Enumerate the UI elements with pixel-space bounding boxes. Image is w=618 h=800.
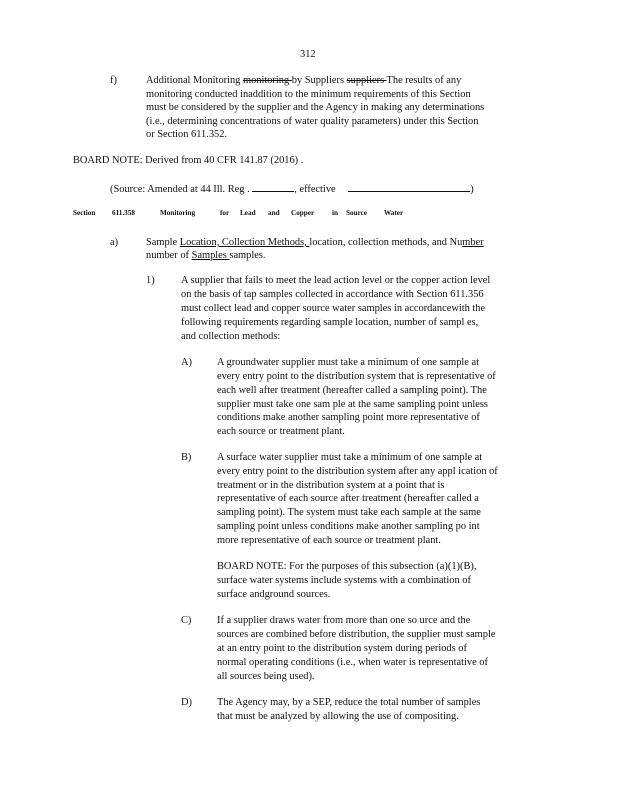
inserted-text: Location, Collection Methods, [179, 237, 310, 248]
board-note-b-line: surface andground sources. [217, 589, 331, 600]
para-1-line: and collection methods: [181, 331, 281, 342]
section-label: Section [73, 209, 96, 217]
para-1-line: on the basis of tap samples collected in accordance with Section 611.356 [181, 289, 484, 300]
para-a-text: location, collection methods, and Nu [309, 237, 463, 248]
para-C-line: all sources being used). [217, 671, 315, 682]
para-f-text: The results of any [386, 75, 462, 86]
section-title-word: Lead [240, 209, 256, 217]
para-B-line: A surface water supplier must take a minimum of one sample at [217, 452, 483, 463]
para-A-line: each source or treatment plant. [217, 426, 345, 437]
para-a-text: number of [146, 250, 192, 261]
section-title-word: Water [384, 209, 404, 217]
para-A-line: supplier must take one sam ple at the same sampling point unless [217, 399, 488, 410]
para-f-line-4: (i.e., determining concentrations of water quality parameters) under this Section [146, 116, 479, 127]
para-f-label: f) [110, 75, 117, 86]
para-f-line-5: or Section 611.352. [146, 129, 227, 140]
para-1-label: 1) [146, 275, 155, 286]
para-C-line: normal operating conditions (i.e., when water is representative of [217, 657, 488, 668]
para-a-line-2 [146, 249, 265, 263]
para-A-line: every entry point to the distribution system that is representative of [217, 371, 496, 382]
section-number: 611.358 [112, 209, 135, 217]
para-B-line: sampling point). The system must take each sample at the same [217, 507, 481, 518]
deleted-text: suppliers [346, 75, 387, 86]
para-B-label: B) [181, 452, 192, 463]
para-B-line: representative of each source after treatment (hereafter called a [217, 493, 479, 504]
date-blank [252, 182, 294, 192]
deleted-text: monitoring [242, 75, 292, 86]
board-note-b-line: BOARD NOTE: For the purposes of this subsection (a)(1)(B), [217, 561, 477, 572]
para-A-line: conditions make another sampling point more representative of [217, 412, 480, 423]
para-a-text: samples. [229, 250, 266, 261]
inserted-text: mber [462, 237, 484, 248]
para-f-line-3: must be considered by the supplier and the Agency in making any determinations [146, 102, 485, 113]
section-title-word: Copper [291, 209, 315, 217]
source-effective: , effective [294, 184, 336, 195]
para-B-line: every entry point to the distribution system after any appl ication of [217, 466, 498, 477]
para-a-text: Sample [146, 237, 180, 248]
para-B-line: sampling point unless conditions make another sampling po int [217, 521, 480, 532]
para-f-text: Additional Monitoring [146, 75, 243, 86]
para-D-label: D) [181, 697, 192, 708]
para-D-line: The Agency may, by a SEP, reduce the total number of samples [217, 697, 481, 708]
para-C-line: at an entry point to the distribution system during periods of [217, 643, 467, 654]
para-1-line: A supplier that fails to meet the lead action level or the copper action level [181, 275, 491, 286]
para-C-label: C) [181, 615, 192, 626]
date-blank [348, 182, 470, 192]
board-note-b-line: surface water systems include systems with a combination of [217, 575, 471, 586]
para-A-line: A groundwater supplier must take a minimum of one sample at [217, 357, 480, 368]
para-A-label: A) [181, 357, 192, 368]
para-B-line: treatment or in the distribution system at a point that is [217, 480, 445, 491]
source-prefix: (Source: Amended at 44 Ill. Reg . [110, 184, 250, 195]
section-title-word: Source [346, 209, 368, 217]
para-B-line: more representative of each source or treatment plant. [217, 535, 441, 546]
para-f-line-1 [146, 74, 526, 88]
para-C-line: sources are combined before distribution, the supplier must sample [217, 629, 496, 640]
para-C-line: If a supplier draws water from more than one so urce and the [217, 615, 471, 626]
para-1-line: following requirements regarding sample location, number of sampl es, [181, 317, 479, 328]
para-a-label: a) [110, 237, 119, 248]
section-title-word: in [332, 209, 338, 217]
section-title-word: Monitoring [160, 209, 196, 217]
page-number: 312 [300, 49, 316, 60]
section-title-word: for [220, 209, 230, 217]
source-line [110, 182, 474, 197]
para-f-text: by Suppliers [291, 75, 347, 86]
inserted-text: Samples [191, 250, 230, 261]
para-f-line-2: monitoring conducted inaddition to the minimum requirements of this Section [146, 89, 471, 100]
section-title-word: and [268, 209, 280, 217]
para-D-line: that must be analyzed by allowing the use of compositing. [217, 711, 459, 722]
para-1-line: must collect lead and copper source water samples in accordancewith the [181, 303, 486, 314]
para-A-line: each well after treatment (hereafter called a sampling point). The [217, 385, 487, 396]
source-suffix: ) [470, 184, 474, 195]
board-note: BOARD NOTE: Derived from 40 CFR 141.87 (2016) . [73, 155, 304, 166]
para-a-line-1 [146, 236, 484, 250]
